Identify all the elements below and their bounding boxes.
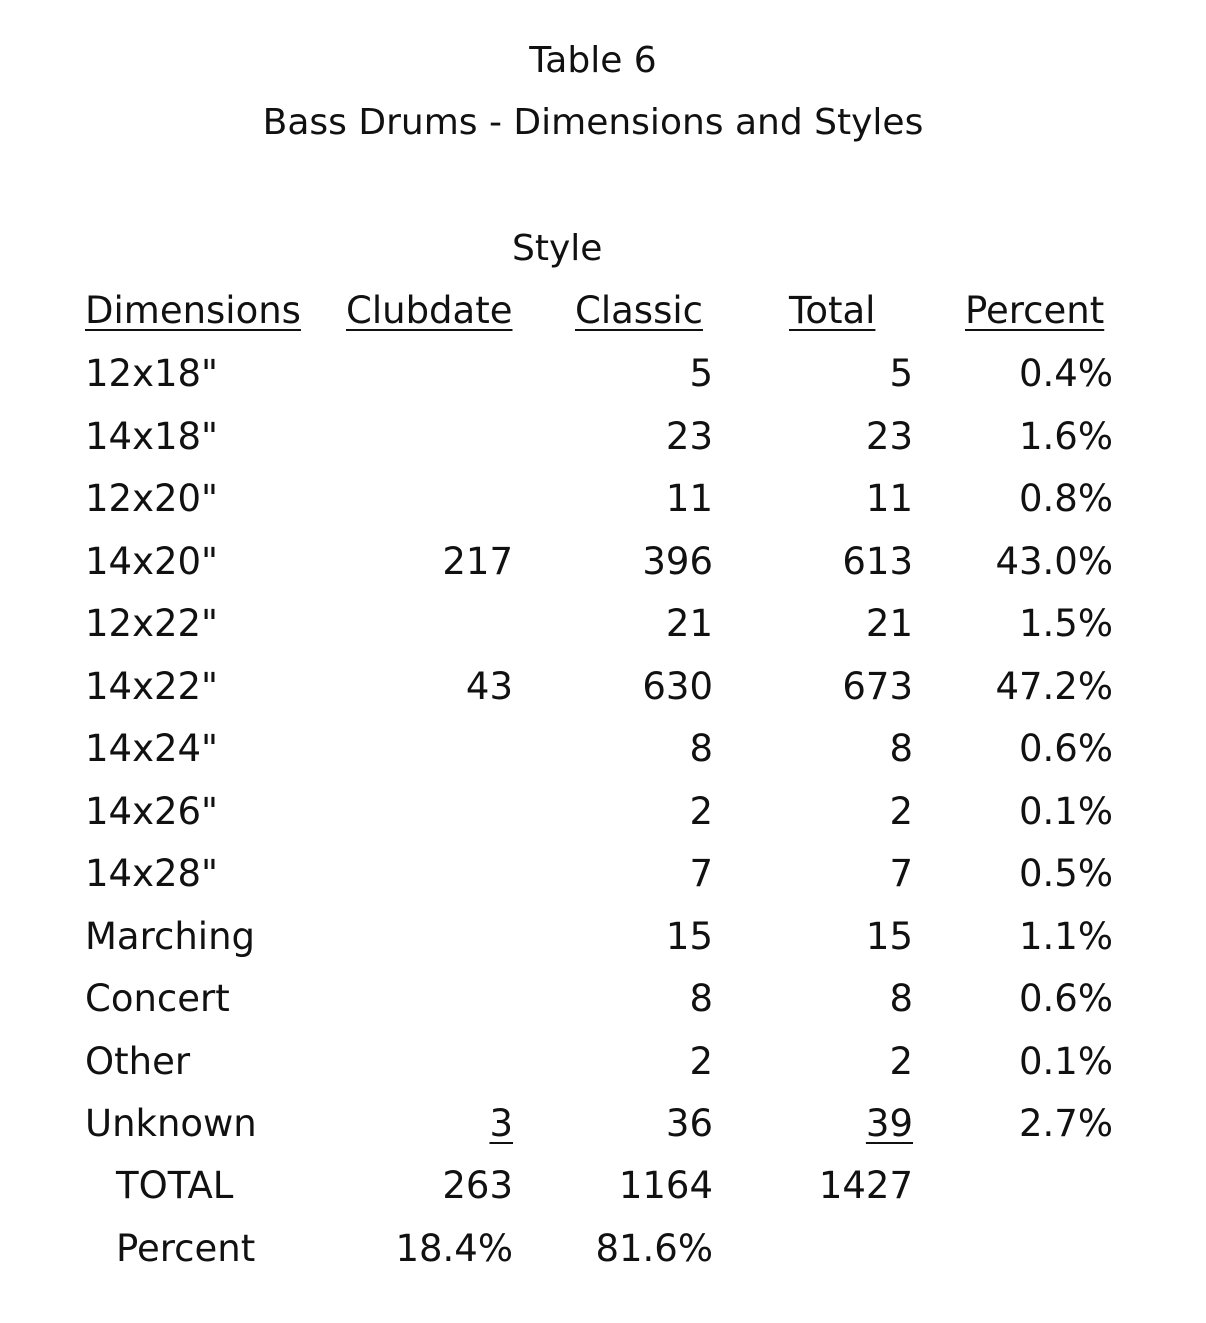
cell-classic: 2	[689, 790, 713, 833]
cell-total: 5	[889, 352, 913, 395]
cell-dimension: 14x28"	[85, 852, 219, 895]
cell-dimension: 14x18"	[85, 415, 219, 458]
style-group-header: Style	[512, 228, 603, 269]
cell-percent: 0.5%	[1019, 852, 1113, 895]
cell-total: 21	[865, 602, 913, 645]
header-classic: Classic	[575, 289, 703, 332]
cell-dimension: 14x20"	[85, 540, 219, 583]
cell-total: 39	[865, 1102, 913, 1145]
header-clubdate: Clubdate	[346, 289, 513, 332]
cell-total: 8	[889, 727, 913, 770]
cell-classic: 15	[665, 915, 713, 958]
totals-classic: 1164	[618, 1164, 713, 1207]
cell-dimension: 14x22"	[85, 665, 219, 708]
cell-percent: 0.4%	[1019, 352, 1113, 395]
cell-dimension: 14x24"	[85, 727, 219, 770]
cell-total: 2	[889, 1040, 913, 1083]
cell-total: 8	[889, 977, 913, 1020]
cell-dimension: Other	[85, 1040, 191, 1083]
table-subtitle: Bass Drums - Dimensions and Styles	[262, 102, 924, 143]
percent-row-clubdate: 18.4%	[395, 1227, 513, 1270]
cell-classic: 7	[689, 852, 713, 895]
cell-classic: 2	[689, 1040, 713, 1083]
percent-row-classic: 81.6%	[595, 1227, 713, 1270]
cell-classic: 5	[689, 352, 713, 395]
cell-clubdate: 43	[465, 665, 513, 708]
cell-total: 7	[889, 852, 913, 895]
cell-classic: 36	[665, 1102, 713, 1145]
cell-classic: 630	[642, 665, 713, 708]
cell-classic: 8	[689, 977, 713, 1020]
cell-percent: 0.6%	[1019, 727, 1113, 770]
header-percent: Percent	[965, 289, 1105, 332]
cell-percent: 47.2%	[995, 665, 1113, 708]
cell-dimension: 12x20"	[85, 477, 219, 520]
percent-row-label: Percent	[116, 1227, 256, 1270]
totals-label: TOTAL	[116, 1164, 234, 1207]
cell-dimension: Unknown	[85, 1102, 257, 1145]
cell-total: 15	[865, 915, 913, 958]
cell-total: 673	[842, 665, 913, 708]
cell-clubdate: 217	[442, 540, 513, 583]
cell-dimension: Marching	[85, 915, 256, 958]
cell-percent: 1.5%	[1019, 602, 1113, 645]
cell-dimension: 12x18"	[85, 352, 219, 395]
cell-classic: 8	[689, 727, 713, 770]
cell-percent: 0.1%	[1019, 790, 1113, 833]
cell-total: 613	[842, 540, 913, 583]
cell-dimension: Concert	[85, 977, 230, 1020]
cell-total: 2	[889, 790, 913, 833]
cell-clubdate: 3	[489, 1102, 513, 1145]
cell-percent: 43.0%	[995, 540, 1113, 583]
cell-total: 11	[865, 477, 913, 520]
cell-classic: 21	[665, 602, 713, 645]
cell-dimension: 14x26"	[85, 790, 219, 833]
cell-classic: 11	[665, 477, 713, 520]
header-dimensions: Dimensions	[85, 289, 301, 332]
cell-percent: 2.7%	[1019, 1102, 1113, 1145]
totals-total: 1427	[818, 1164, 913, 1207]
table-number-title: Table 6	[529, 40, 657, 81]
cell-classic: 23	[665, 415, 713, 458]
cell-classic: 396	[642, 540, 713, 583]
cell-total: 23	[865, 415, 913, 458]
cell-percent: 0.1%	[1019, 1040, 1113, 1083]
header-total: Total	[789, 289, 876, 332]
cell-percent: 1.1%	[1019, 915, 1113, 958]
cell-percent: 1.6%	[1019, 415, 1113, 458]
cell-percent: 0.6%	[1019, 977, 1113, 1020]
cell-dimension: 12x22"	[85, 602, 219, 645]
totals-clubdate: 263	[442, 1164, 513, 1207]
cell-percent: 0.8%	[1019, 477, 1113, 520]
